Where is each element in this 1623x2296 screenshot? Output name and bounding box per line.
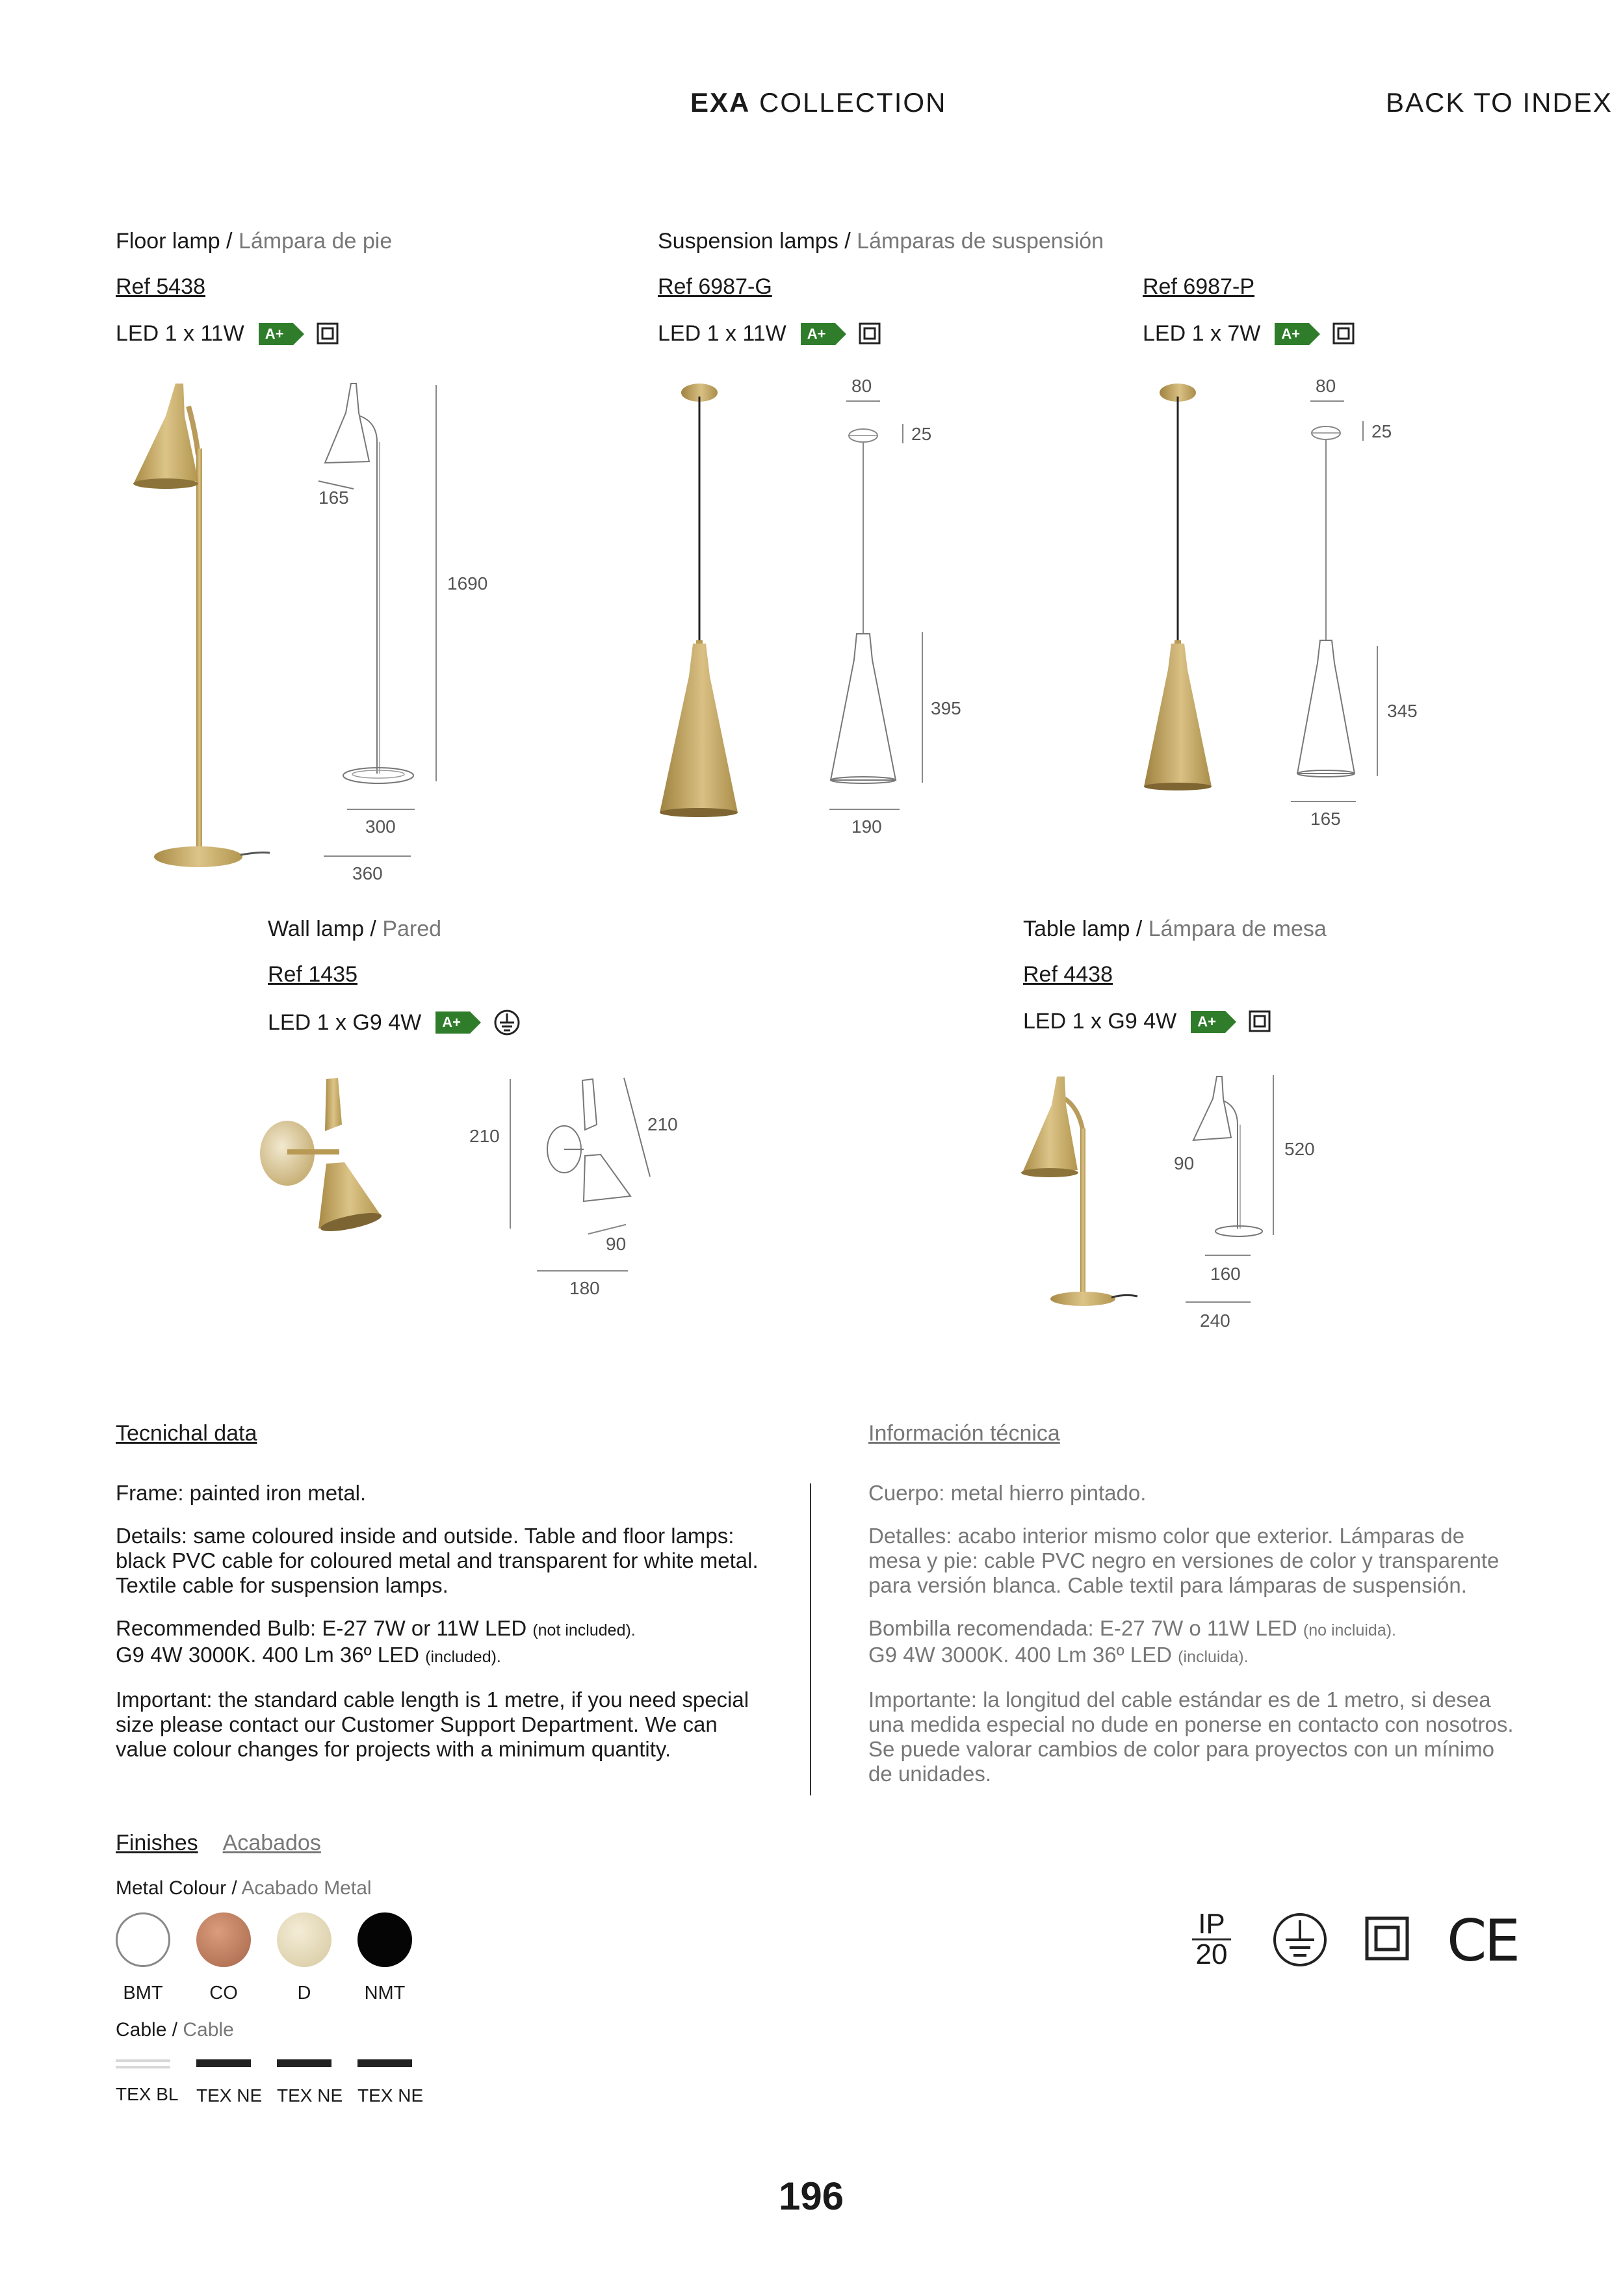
dim-label: 210 — [469, 1126, 500, 1146]
cable-item[interactable] — [357, 2057, 424, 2106]
dim-label: 90 — [606, 1234, 627, 1254]
wall-lamp-photo — [253, 1066, 396, 1235]
dim-label: 180 — [569, 1278, 600, 1298]
dim-label: 395 — [931, 698, 961, 718]
cable-label: TEX BL — [116, 2084, 179, 2104]
finishes-title-en: Finishes — [116, 1831, 198, 1855]
metal-swatches — [116, 1912, 412, 2004]
dim-line — [922, 632, 923, 783]
finishes-header — [116, 1831, 321, 1856]
tech-data-en — [116, 1481, 772, 1762]
cable-title: Cable / Cable — [116, 2019, 234, 2041]
cable-bar — [277, 2059, 331, 2067]
dim-line — [537, 1270, 628, 1272]
wall-lamp-drawing — [533, 1073, 663, 1242]
class-ii-icon — [1332, 322, 1356, 346]
table-lamp-photo — [1014, 1073, 1144, 1313]
swatch-item[interactable] — [357, 1912, 412, 2004]
suspension-g-led: LED 1 x 11W A+ — [658, 321, 882, 346]
dim-label: 90 — [1174, 1153, 1195, 1173]
swatch-bmt[interactable] — [116, 1912, 170, 1967]
swatch-item[interactable] — [277, 1912, 331, 2004]
dim-line — [347, 809, 415, 810]
wall-lamp-title: Wall lamp / Pared — [268, 917, 442, 941]
tech-details: Detalles: acabo interior mismo color que exterior. Lámparas de mesa y pie: cable PVC negro en versiones de color y transparente para versión blanca. Cable textil para lámparas de suspensión. — [868, 1524, 1500, 1597]
tech-important: Important: the standard cable length is 1 metre, if you need special size please contact our Customer Support Department. We can value colour changes for projects with a minimum quantity. — [116, 1688, 749, 1761]
cable-bar — [357, 2059, 412, 2067]
dim-line — [324, 855, 411, 857]
cable-label: TEX NE — [357, 2085, 424, 2106]
class-ii-icon — [1249, 1010, 1272, 1034]
tech-bulb: Bombilla recomendada: E-27 7W o 11W LED (no incluida). G9 4W 3000K. 400 Lm 36º LED (incluida). — [868, 1616, 1397, 1667]
energy-badge: A+ — [801, 323, 835, 345]
dim-line — [1310, 400, 1344, 402]
dim-label: 360 — [352, 863, 383, 883]
wall-lamp-led: LED 1 x G9 4W A+ — [268, 1009, 521, 1036]
energy-badge: A+ — [1275, 323, 1309, 345]
tech-data-es — [868, 1481, 1518, 1786]
dim-label: 80 — [851, 376, 872, 396]
swatch-nmt[interactable] — [357, 1912, 412, 1967]
dim-line — [1273, 1075, 1274, 1235]
cable-bar — [116, 2066, 170, 2068]
table-lamp-title: Table lamp / Lámpara de mesa — [1023, 917, 1327, 941]
floor-lamp-ref[interactable]: Ref 5438 — [116, 274, 205, 299]
cable-bar — [116, 2059, 170, 2062]
dim-line — [510, 1079, 511, 1229]
dim-label: 345 — [1387, 701, 1418, 721]
cable-bar — [196, 2059, 251, 2067]
energy-badge: A+ — [259, 323, 293, 345]
finishes-title-es: Acabados — [222, 1831, 321, 1855]
floor-lamp-photo — [130, 377, 286, 884]
dim-label: 240 — [1200, 1311, 1230, 1331]
dim-label: 80 — [1316, 376, 1336, 396]
swatch-item[interactable] — [196, 1912, 251, 2004]
dim-label: 210 — [647, 1114, 678, 1134]
tech-important: Importante: la longitud del cable estándar es de 1 metro, si desea una medida especial no dude en ponerse en contacto con nosotros. Se puede valorar cambios de color para proyectos con un mínimo de unidades. — [868, 1688, 1514, 1786]
tech-details: Details: same coloured inside and outside. Table and floor lamps: black PVC cable for coloured metal and transparent for white metal. Textile cable for suspension lamps. — [116, 1524, 759, 1597]
dim-line — [1205, 1255, 1251, 1256]
dim-label: 165 — [318, 488, 349, 508]
dim-label: 25 — [911, 424, 932, 444]
ip20-icon: IP 20 — [1192, 1910, 1231, 1969]
energy-badge: A+ — [435, 1011, 470, 1034]
dim-label: 190 — [851, 816, 882, 837]
dim-label: 25 — [1371, 421, 1392, 441]
dim-label: 1690 — [447, 573, 488, 594]
swatch-label: NMT — [364, 1983, 406, 2003]
swatch-label: BMT — [123, 1983, 163, 2003]
cable-item[interactable] — [116, 2057, 179, 2106]
dim-line — [1186, 1301, 1251, 1303]
cable-item[interactable] — [277, 2057, 343, 2106]
earth-ground-icon — [1271, 1911, 1329, 1968]
class-ii-icon — [859, 322, 882, 346]
table-lamp-ref[interactable]: Ref 4438 — [1023, 962, 1113, 987]
suspension-p-photo — [1131, 377, 1235, 800]
dim-label: 165 — [1310, 809, 1341, 829]
dim-line — [1377, 646, 1378, 776]
cable-item[interactable] — [196, 2057, 263, 2106]
floor-lamp-led: LED 1 x 11W A+ — [116, 321, 340, 346]
tech-frame: Cuerpo: metal hierro pintado. — [868, 1481, 1147, 1505]
suspension-p-ref[interactable]: Ref 6987-P — [1143, 274, 1254, 299]
floor-lamp-drawing — [312, 377, 455, 793]
metal-colour-title: Metal Colour / Acabado Metal — [116, 1877, 372, 1899]
tech-frame: Frame: painted iron metal. — [116, 1481, 367, 1505]
class-ii-icon — [1365, 1916, 1410, 1962]
dim-label: 160 — [1210, 1264, 1241, 1284]
dim-line — [1362, 421, 1364, 441]
swatch-item[interactable] — [116, 1912, 170, 2004]
suspension-lamps-title: Suspension lamps / Lámparas de suspensión — [658, 229, 1104, 254]
page-number: 196 — [779, 2174, 844, 2218]
back-to-index-link[interactable]: BACK TO INDEX — [1386, 87, 1613, 118]
suspension-g-ref[interactable]: Ref 6987-G — [658, 274, 772, 299]
suspension-p-drawing — [1287, 416, 1371, 780]
column-divider — [810, 1483, 811, 1795]
dim-line — [435, 385, 437, 781]
dim-line — [829, 809, 900, 810]
class-ii-icon — [317, 322, 340, 346]
dim-line — [1291, 801, 1356, 802]
tech-data-title-en: Tecnichal data — [116, 1421, 257, 1446]
swatch-d[interactable] — [277, 1912, 331, 1967]
cable-label: TEX NE — [196, 2085, 263, 2106]
dim-line — [846, 400, 880, 402]
ce-mark-icon: CE — [1447, 1907, 1518, 1974]
dim-label: 520 — [1284, 1139, 1315, 1159]
collection-title: EXA COLLECTION — [690, 87, 947, 118]
cable-swatches — [116, 2057, 424, 2106]
swatch-label: D — [297, 1983, 311, 2003]
suspension-g-drawing — [819, 416, 910, 793]
swatch-label: CO — [209, 1983, 238, 2003]
floor-lamp-title: Floor lamp / Lámpara de pie — [116, 229, 393, 254]
cable-label: TEX NE — [277, 2085, 343, 2106]
tech-bulb: Recommended Bulb: E-27 7W or 11W LED (not included). G9 4W 3000K. 400 Lm 36º LED (included). — [116, 1616, 636, 1667]
dim-line — [902, 424, 903, 443]
earth-ground-icon — [493, 1009, 521, 1036]
wall-lamp-ref[interactable]: Ref 1435 — [268, 962, 357, 987]
suspension-p-led: LED 1 x 7W A+ — [1143, 321, 1356, 346]
energy-badge: A+ — [1191, 1011, 1225, 1033]
suspension-g-photo — [650, 377, 760, 826]
tech-data-title-es: Información técnica — [868, 1421, 1060, 1446]
dim-label: 300 — [365, 816, 396, 837]
table-lamp-led: LED 1 x G9 4W A+ — [1023, 1009, 1272, 1034]
swatch-co[interactable] — [196, 1912, 251, 1967]
